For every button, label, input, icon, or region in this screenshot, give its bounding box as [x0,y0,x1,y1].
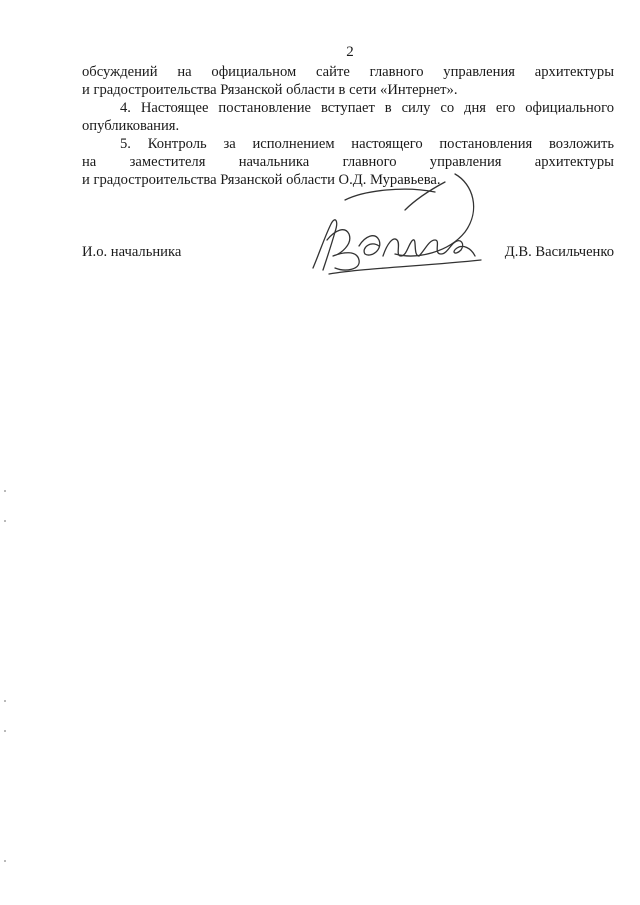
scan-artifact [4,730,6,732]
scan-artifact [4,700,6,702]
text-line: обсуждений на официальном сайте главного управления архитектуры [82,64,614,80]
signatory-title: И.о. начальника [82,244,182,260]
text-line: 5. Контроль за исполнением настоящего постановления возложить [120,136,614,152]
paragraph-effective-date [82,99,614,135]
text-line: опубликования. [82,118,180,134]
handwritten-signature [305,170,490,285]
text-line: 4. Настоящее постановление вступает в силу со дня его официального [120,100,614,116]
scan-artifact [4,520,6,522]
scan-artifact [4,860,6,862]
text-line: на заместителя начальника главного управления архитектуры [82,154,614,170]
text-line: и градостроительства Рязанской области в сети «Интернет». [82,82,458,98]
page-number: 2 [346,44,354,60]
paragraph-publication [82,63,614,99]
signatory-name: Д.В. Васильченко [504,244,614,260]
scan-artifact [4,490,6,492]
text-line: и градостроительства Рязанской области О.Д. Муравьева. [82,172,441,188]
